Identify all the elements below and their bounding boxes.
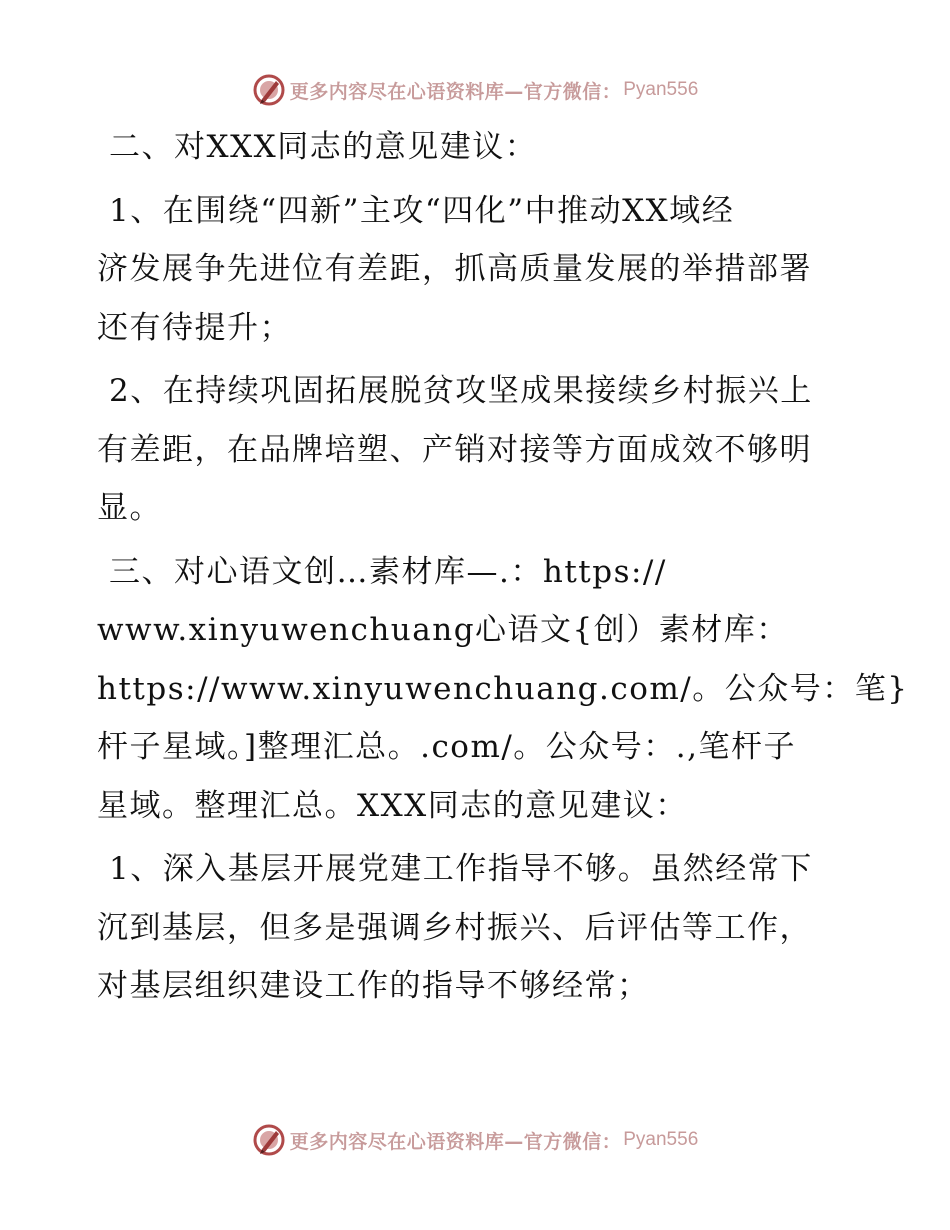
- text-line: 2、在持续巩固拓展脱贫攻坚成果接续乡村振兴上: [109, 373, 813, 409]
- banner-text: 更多内容尽在心语资料库—官方微信：: [289, 1130, 622, 1153]
- text-line: 杆子星域。]整理汇总。.com/。公众号：.,笔杆子: [97, 729, 797, 765]
- text-line: 二、对XXX同志的意见建议：: [109, 129, 538, 165]
- text-line: 1、深入基层开展党建工作指导不够。虽然经常下: [109, 851, 813, 887]
- text-line: 沉到基层，但多是强调乡村振兴、后评估等工作，: [97, 909, 812, 946]
- banner-text: 更多内容尽在心语资料库—官方微信：: [289, 80, 622, 103]
- footer-banner: [0, 1120, 950, 1160]
- paragraph-item-1: [97, 182, 857, 358]
- paragraph-item-2: [97, 362, 857, 538]
- pen-seal-icon: [252, 73, 286, 107]
- text-line: 济发展争先进位有差距，抓高质量发展的举措部署: [97, 251, 812, 287]
- text-line: 有差距，在品牌培塑、产销对接等方面成效不够明: [97, 431, 812, 468]
- banner-wechat-id: Pyan556: [623, 79, 699, 100]
- paragraph-item-1b: [97, 840, 857, 1016]
- text-line: 对基层组织建设工作的指导不够经常；: [97, 968, 650, 1004]
- text-line: www.xinyuwenchuang心语文{创）素材库：: [97, 612, 789, 648]
- pen-seal-icon: [252, 1123, 286, 1157]
- text-line: 星域。整理汇总。XXX同志的意见建议：: [97, 787, 688, 824]
- document-body: [97, 118, 909, 1021]
- section-heading-3: [97, 543, 909, 836]
- section-heading-opinions: [97, 118, 857, 177]
- banner-wechat-id: Pyan556: [623, 1129, 699, 1150]
- text-line: 显。: [97, 490, 162, 526]
- text-line: https://www.xinyuwenchuang.com/。公众号：笔}: [97, 670, 909, 707]
- text-line: 1、在围绕“四新”主攻“四化”中推动XX域经: [109, 192, 735, 229]
- text-line: 还有待提升；: [97, 309, 292, 346]
- header-banner: [0, 70, 950, 110]
- text-line: 三、对心语文创…素材库—.：https://: [109, 553, 667, 590]
